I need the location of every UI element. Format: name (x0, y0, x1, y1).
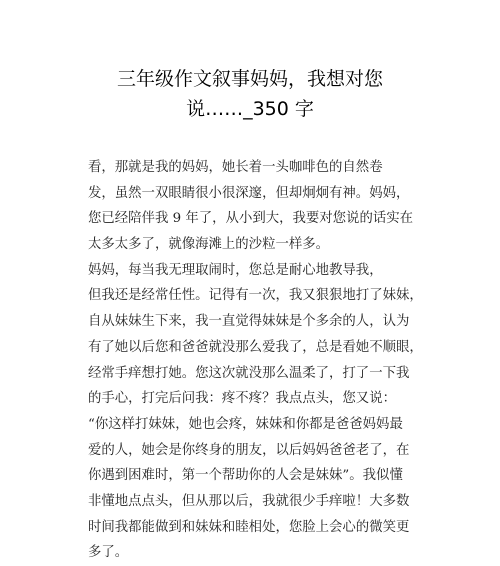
body-line: 时间我都能做到和妹妹和睦相处，您脸上会心的微笑更 (88, 519, 410, 535)
body-line: 经常手痒想打她。您这次就没那么温柔了，打了一下我 (88, 365, 410, 381)
body-line: 爱的人，她会是你终身的朋友，以后妈妈爸爸老了，在 (88, 442, 410, 458)
body-line: 您已经陪伴我 9 年了，从小到大，我要对您说的话实在 (88, 211, 414, 227)
body-line: 自从妹妹生下来，我一直觉得妹妹是个多余的人，认为 (88, 314, 410, 330)
body-line: “你这样打妹妹，她也会疼，妹妹和你都是爸爸妈妈最 (88, 416, 403, 432)
body-line: 但我还是经常任性。记得有一次，我又狠狠地打了妹妹， (88, 288, 423, 304)
body-line: 非懂地点点头，但从那以后，我就很少手痒啦！大多数 (88, 493, 410, 509)
body-line: 的手心，打完后问我：疼不疼？我点点头，您又说： (88, 391, 396, 407)
body-line: 你遇到困难时，第一个帮助你的人会是妹妹”。我似懂 (88, 468, 403, 484)
article-title (0, 64, 500, 124)
body-line: 有了她以后您和爸爸就没那么爱我了，总是看她不顺眼， (88, 339, 423, 355)
body-line: 看，那就是我的妈妈，她长着一头咖啡色的自然卷 (88, 160, 383, 175)
article-body (88, 155, 423, 566)
body-line: 妈妈，每当我无理取闹时，您总是耐心地教导我， (88, 262, 383, 278)
body-line: 多了。 (88, 545, 129, 561)
article-title-line-1: 三年级作文叙事妈妈，我想对您 (116, 68, 383, 90)
article-title-line-2: 说……_350 字 (186, 98, 314, 120)
body-line: 发，虽然一双眼睛很小很深邃，但却炯炯有神。妈妈， (88, 185, 410, 201)
body-line: 太多太多了，就像海滩上的沙粒一样多。 (88, 237, 330, 253)
